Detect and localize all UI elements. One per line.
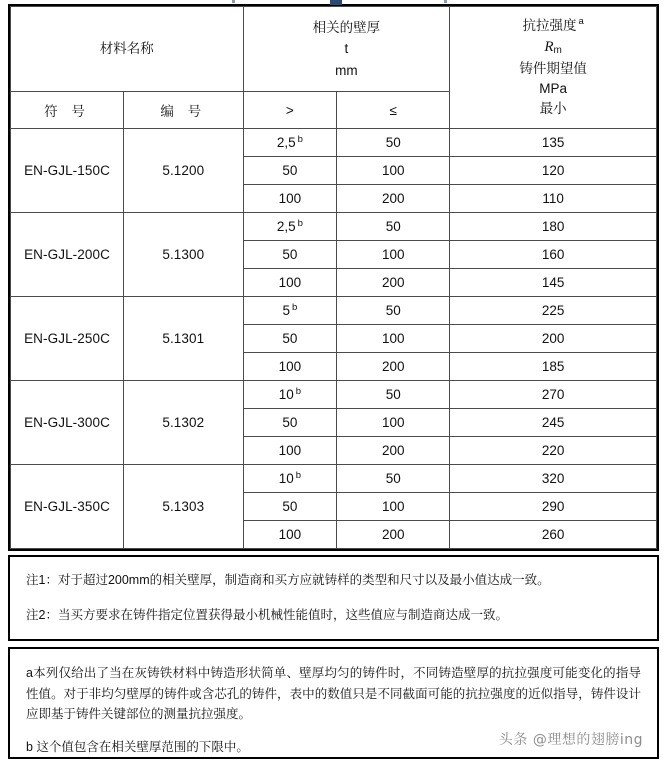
- footnote-marker-b-icon: b: [295, 469, 302, 481]
- cell-material-symbol: EN-GJL-150C: [11, 129, 124, 213]
- cell-thickness-greater-than: 10 $^b$: [243, 465, 337, 493]
- cell-thickness-greater-than: 50: [243, 493, 337, 521]
- cell-tensile-strength: 110: [450, 185, 657, 213]
- header-tensile-title: 抗拉强度: [522, 17, 577, 33]
- cell-thickness-less-equal: 100: [337, 325, 450, 353]
- header-symbol: 符 号: [11, 92, 124, 129]
- table-row: [11, 213, 657, 241]
- cell-thickness-greater-than: 10 $^b$: [243, 381, 337, 409]
- cell-thickness-greater-than: 100: [243, 353, 337, 381]
- cell-thickness-less-equal: 50: [337, 465, 450, 493]
- cell-thickness-greater-than: 2,5 $^b$: [243, 129, 337, 157]
- cell-tensile-strength: 135: [450, 129, 657, 157]
- header-strength-minimum: 最小: [539, 101, 567, 116]
- note-2: 注2：当买方要求在铸件指定位置获得最小机械性能值时，这些值应与制造商达成一致。: [26, 607, 508, 622]
- cell-thickness-greater-than: 50: [243, 157, 337, 185]
- cell-tensile-strength: 260: [450, 521, 657, 549]
- cell-thickness-less-equal: 200: [337, 437, 450, 465]
- cell-material-number: 5.1301: [124, 297, 244, 381]
- header-wall-thickness: [243, 7, 450, 92]
- footnote-marker-b-icon: b: [291, 301, 298, 313]
- cell-tensile-strength: 120: [450, 157, 657, 185]
- cell-tensile-strength: 160: [450, 241, 657, 269]
- header-thickness-greater-than: >: [243, 92, 337, 129]
- footnote-marker-a-icon: a: [578, 16, 584, 28]
- cell-tensile-strength: 200: [450, 325, 657, 353]
- spec-table-frame: [8, 4, 659, 551]
- cell-tensile-strength: 270: [450, 381, 657, 409]
- cell-tensile-strength: 320: [450, 465, 657, 493]
- header-thickness-less-equal: ≤: [337, 92, 450, 129]
- cell-thickness-less-equal: 50: [337, 297, 450, 325]
- cell-thickness-less-equal: 200: [337, 353, 450, 381]
- cell-thickness-greater-than: 50: [243, 325, 337, 353]
- cell-thickness-less-equal: 200: [337, 185, 450, 213]
- notes-block: [8, 555, 659, 641]
- cell-material-number: 5.1302: [124, 381, 244, 465]
- cell-tensile-strength: 245: [450, 409, 657, 437]
- footnote-marker-b-icon: b: [295, 385, 302, 397]
- cell-thickness-greater-than: 100: [243, 185, 337, 213]
- cell-material-symbol: EN-GJL-200C: [11, 213, 124, 297]
- cell-tensile-strength: 145: [450, 269, 657, 297]
- watermark: 头条 @理想的翅膀ing: [498, 732, 643, 748]
- cell-thickness-less-equal: 100: [337, 241, 450, 269]
- cell-tensile-strength: 185: [450, 353, 657, 381]
- cell-thickness-greater-than: 5 $^b$: [243, 297, 337, 325]
- cell-thickness-greater-than: 100: [243, 521, 337, 549]
- cell-thickness-greater-than: 2,5 $^b$: [243, 213, 337, 241]
- footnote-a: a本列仅给出了当在灰铸铁材料中铸造形状简单、壁厚均匀的铸件时，不同铸造壁厚的抗拉强度可能变化的指导性值。对于非均匀壁厚的铸件或含芯孔的铸件，表中的数值只是不同截面可能的抗拉强度的近似指导，铸件设计应即基于铸件关键部位的测量抗拉强度。: [26, 666, 641, 722]
- cell-thickness-less-equal: 50: [337, 213, 450, 241]
- footnote-b: b 这个值包含在相关壁厚范围的下限中。: [26, 739, 249, 754]
- cell-tensile-strength: 220: [450, 437, 657, 465]
- note-1: 注1：对于超过200mm的相关壁厚，制造商和买方应就铸样的类型和尺寸以及最小值达成一致。: [26, 573, 550, 587]
- table-row: [11, 297, 657, 325]
- cell-tensile-strength: 180: [450, 213, 657, 241]
- header-number: 编 号: [124, 92, 244, 129]
- header-thickness-unit: mm: [335, 62, 358, 78]
- header-thickness-variable: t: [344, 41, 349, 57]
- table-row: [11, 381, 657, 409]
- table-header: [11, 7, 657, 129]
- cell-thickness-less-equal: 100: [337, 493, 450, 521]
- cell-thickness-less-equal: 200: [337, 269, 450, 297]
- cell-thickness-less-equal: 50: [337, 381, 450, 409]
- artifact-mark-2: [232, 0, 235, 3]
- table-row: [11, 129, 657, 157]
- cell-thickness-less-equal: 100: [337, 409, 450, 437]
- header-material-name: [11, 7, 244, 92]
- header-rm-subscript: m: [553, 45, 562, 56]
- header-rm-letter: R: [544, 39, 554, 55]
- header-tensile-strength: [450, 7, 657, 129]
- footnote-marker-b-icon: b: [297, 217, 303, 229]
- footnote-marker-b-icon: b: [297, 133, 303, 145]
- cell-material-number: 5.1300: [124, 213, 244, 297]
- cell-thickness-greater-than: 100: [243, 437, 337, 465]
- artifact-mark-3: [444, 0, 447, 3]
- table-row: [11, 465, 657, 493]
- header-thickness-label: 相关的壁厚: [312, 19, 381, 35]
- cell-thickness-less-equal: 50: [337, 129, 450, 157]
- cell-tensile-strength: 225: [450, 297, 657, 325]
- spec-table: [10, 6, 657, 549]
- cell-thickness-greater-than: 50: [243, 241, 337, 269]
- footnotes-block: [8, 647, 659, 759]
- cell-thickness-less-equal: 100: [337, 157, 450, 185]
- cell-thickness-greater-than: 50: [243, 409, 337, 437]
- header-material-name-label: 材料名称: [99, 41, 154, 57]
- header-expected-value: 铸件期望值: [519, 60, 587, 76]
- cell-material-number: 5.1200: [124, 129, 244, 213]
- cell-thickness-less-equal: 200: [337, 521, 450, 549]
- table-body: [11, 129, 657, 549]
- header-strength-unit: MPa: [539, 80, 567, 96]
- cell-tensile-strength: 290: [450, 493, 657, 521]
- cell-thickness-greater-than: 100: [243, 269, 337, 297]
- cell-material-symbol: EN-GJL-350C: [11, 465, 124, 549]
- header-tensile-title-line: [450, 16, 656, 36]
- cell-material-symbol: EN-GJL-300C: [11, 381, 124, 465]
- header-rm-symbol: [450, 36, 656, 59]
- cell-material-number: 5.1303: [124, 465, 244, 549]
- cell-material-symbol: EN-GJL-250C: [11, 297, 124, 381]
